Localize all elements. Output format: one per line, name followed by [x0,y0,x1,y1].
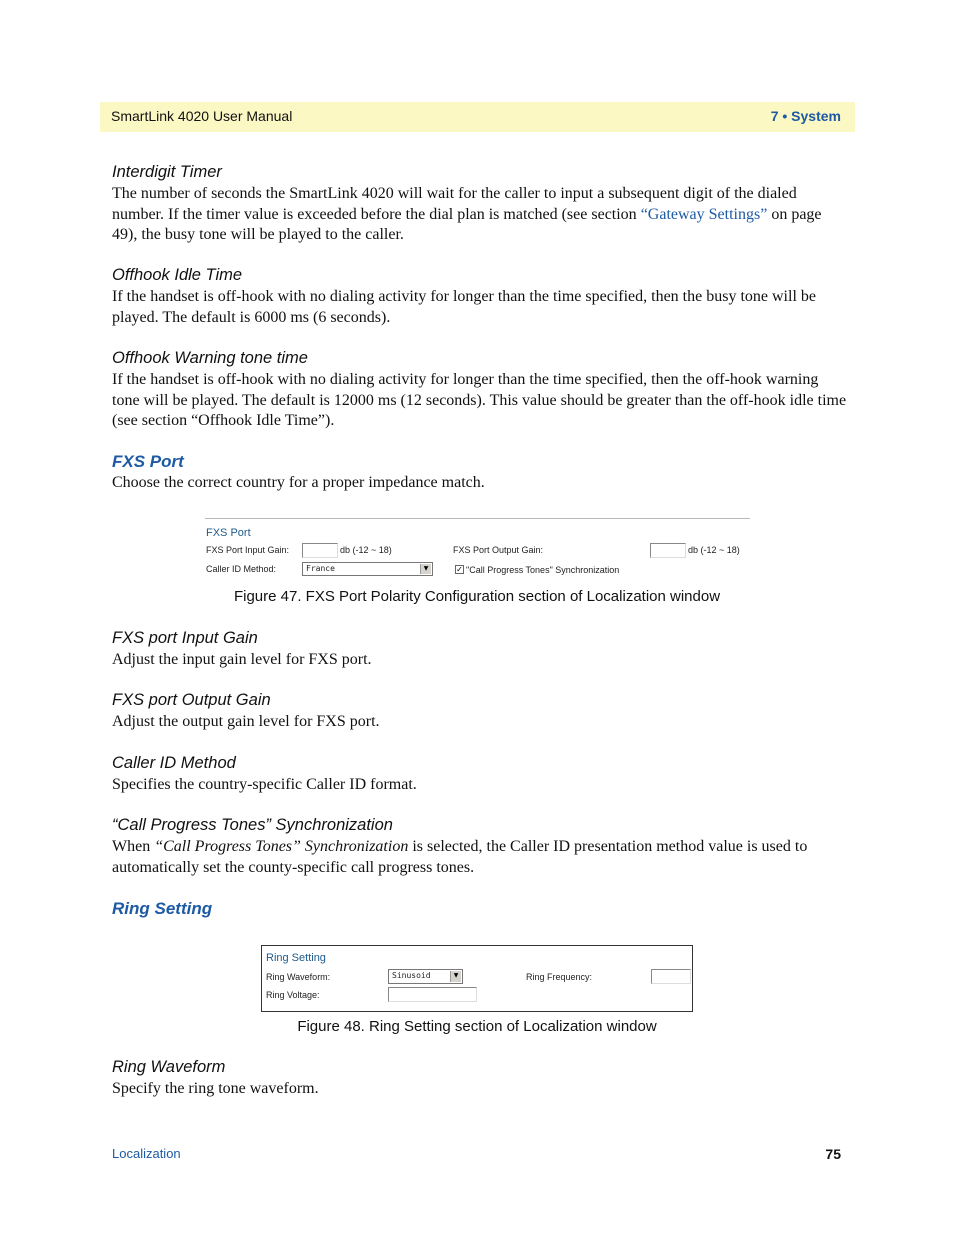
cpt-sync-heading: “Call Progress Tones” Synchronization [112,816,393,834]
offhook-warning-text: If the handset is off-hook with no dialing activity for longer than the time specified, then the off-hook warning tone will be played. The default is 12000 ms (12 seconds). This value should be greater than the off-hook idle time (see section “Offhook Idle Time”). [112,371,847,430]
input-gain-label: FXS Port Input Gain: [206,545,290,555]
interdigit-text-part: The number of seconds the SmartLink 4020 will wait for the caller to input a subsequent digit of the dialed number. If the timer value is exceeded before the dial plan is matched (see section [112,185,797,223]
ring-frequency-label: Ring Frequency: [526,972,593,982]
output-gain-field[interactable] [650,543,686,558]
cpt-text-part: is selected, the Caller ID presentation method value is used to automatically set the county-specific call progress tones. [112,838,808,876]
caller-id-heading: Caller ID Method [112,754,236,772]
cpt-text-italic: “Call Progress Tones” Synchronization [154,838,409,855]
ring-waveform-heading: Ring Waveform [112,1058,226,1076]
interdigit-timer-text [112,184,847,246]
input-gain-unit: db (-12 ~ 18) [340,545,392,555]
manual-title: SmartLink 4020 User Manual [111,108,293,124]
caller-id-label: Caller ID Method: [206,564,277,574]
chapter-title: 7 • System [770,108,841,124]
ring-waveform-select[interactable] [388,969,463,984]
cpt-text-part: When [112,838,155,855]
offhook-idle-text: If the handset is off-hook with no dialing activity for longer than the time specified, then the busy tone will be played. The default is 6000 ms (6 seconds). [112,288,816,326]
ring-frequency-field[interactable] [651,969,691,984]
fxs-input-gain-text: Adjust the input gain level for FXS port. [112,651,372,668]
ring-setting-figure [261,945,693,1012]
caller-id-value: France [306,564,335,573]
ring-setting-figure-title: Ring Setting [266,952,326,964]
fxs-output-gain-text: Adjust the output gain level for FXS port. [112,713,380,730]
divider [205,518,750,519]
footer-section-name: Localization [112,1146,181,1161]
ring-voltage-field[interactable] [388,987,477,1002]
page-header [100,102,855,132]
offhook-warning-heading: Offhook Warning tone time [112,349,308,367]
caller-id-select[interactable] [302,562,433,576]
output-gain-unit: db (-12 ~ 18) [688,545,740,555]
fxs-output-gain-heading: FXS port Output Gain [112,691,271,709]
gateway-settings-link[interactable]: “Gateway Settings” [640,205,768,223]
fxs-port-text: Choose the correct country for a proper impedance match. [112,474,485,491]
fxs-port-heading: FXS Port [112,452,184,471]
fxs-port-figure-title: FXS Port [206,527,251,539]
ring-waveform-label: Ring Waveform: [266,972,331,982]
sync-label: "Call Progress Tones" Synchronization [466,565,620,575]
offhook-idle-heading: Offhook Idle Time [112,266,243,284]
dropdown-arrow-icon[interactable]: ▼ [420,564,431,574]
output-gain-label: FXS Port Output Gain: [453,545,544,555]
fxs-input-gain-heading: FXS port Input Gain [112,629,258,647]
fxs-port-figure [205,518,750,580]
input-gain-field[interactable] [302,543,338,558]
caller-id-text: Specifies the country-specific Caller ID format. [112,776,417,793]
figure47-caption: Figure 47. FXS Port Polarity Configuration section of Localization window [233,588,721,605]
interdigit-timer-heading: Interdigit Timer [112,163,222,181]
sync-checkbox[interactable]: ✓ [456,565,463,574]
dropdown-arrow-icon[interactable]: ▼ [450,971,461,982]
figure48-caption: Figure 48. Ring Setting section of Localization window [297,1018,657,1035]
ring-setting-heading: Ring Setting [112,899,213,918]
ring-waveform-value: Sinusoid [392,971,431,980]
interdigit-text-part: on page 49), the busy tone will be played to the caller. [112,205,822,244]
ring-waveform-text: Specify the ring tone waveform. [112,1080,319,1097]
cpt-sync-text [112,837,847,878]
page-number: 75 [825,1146,841,1162]
ring-voltage-label: Ring Voltage: [266,990,320,1000]
